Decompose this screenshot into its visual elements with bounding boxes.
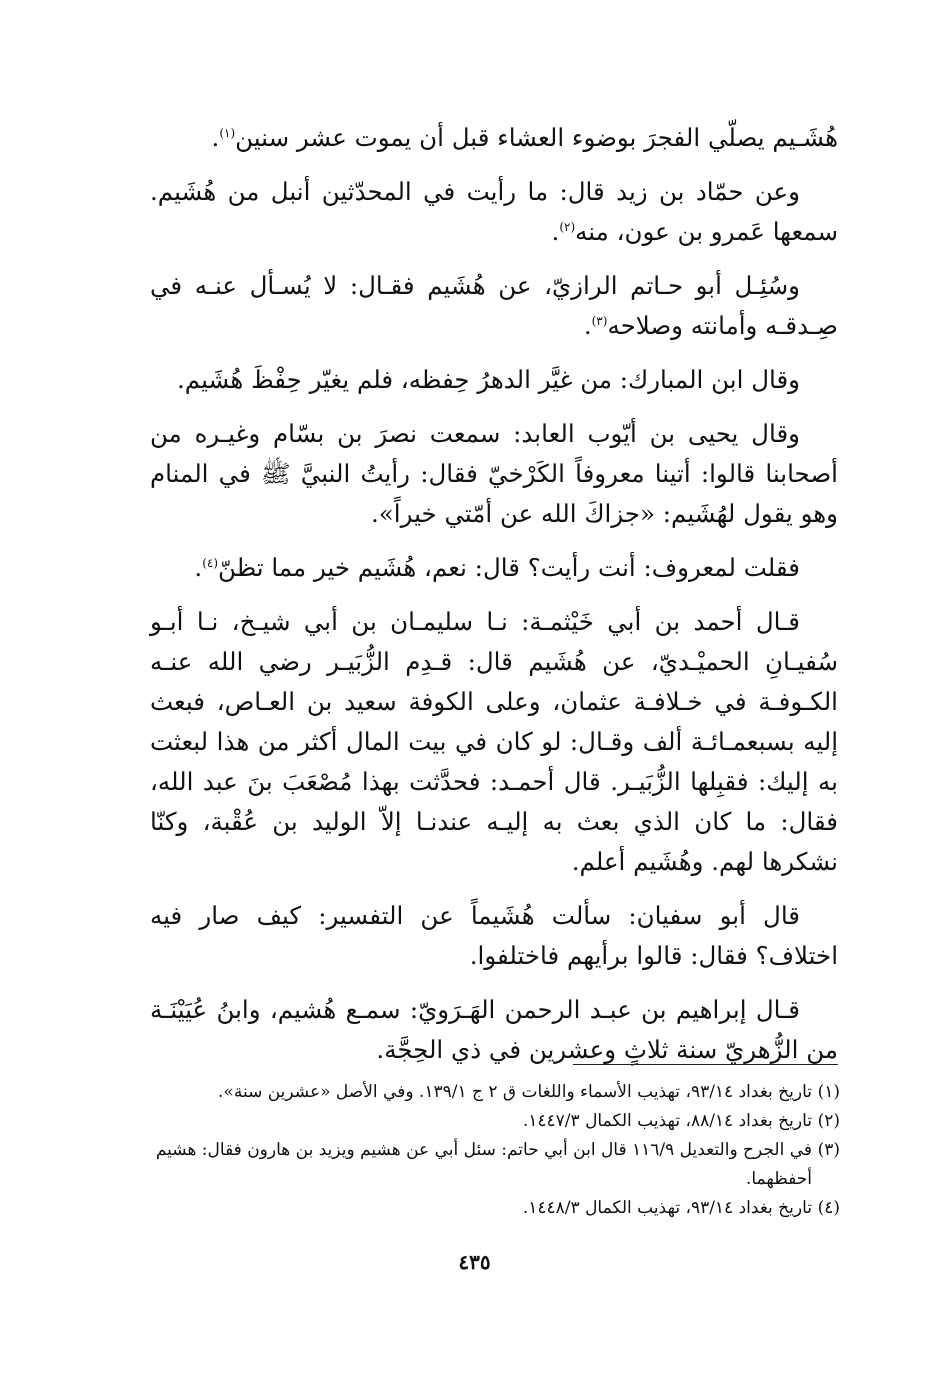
- paragraph-4: [150, 360, 838, 400]
- paragraph-1: [150, 118, 838, 158]
- paragraph-2: [150, 172, 838, 252]
- paragraph-7-text: قـال أحمد بن أبي خَيْثمـة: نـا سليمـان بن أبي شيـخ، نـا أبـو سُفيـانِ الحميْـديّ، عن هُشَيم قال: قـدِم الزُّبَيـر رضي الله عنـه الكـوفـة في خـلافـة عثمان، وعلى الكوفة سعيد بن العـاص، فبعث إليه بسبعمـائـة ألف وقـال: لو كان في بيت المال أكثر من هذا لبعثت به إليك: فقبِلها الزُّبَيـر. قال أحمـد: فحدَّثت بهذا مُصْعَبَ بنَ عبد الله، فقال: ما كان الذي بعث به إليـه عندنـا إلاّ الوليد بن عُقْبة، وكنّا نشكرها لهم. وهُشَيم أعلم.: [150, 607, 838, 876]
- paragraph-3-end: .: [583, 311, 592, 340]
- paragraph-4-text: وقال ابن المبارك: من غيَّر الدهرُ حِفظه، فلم يغيّر حِفْظَ هُشَيم.: [176, 365, 800, 394]
- main-text: [150, 118, 838, 1084]
- paragraph-1-end: .: [211, 123, 220, 152]
- paragraph-8-text: قال أبو سفيان: سألت هُشَيماً عن التفسير: كيف صار فيه اختلاف؟ فقال: قالوا برأيهم فاختلفوا.: [150, 901, 838, 970]
- paragraph-5: [150, 414, 838, 534]
- paragraph-1-text: هُشَـيم يصلّي الفجرَ بوضوء العشاء قبل أن يموت عشر سنين: [235, 123, 838, 152]
- paragraph-3: [150, 266, 838, 346]
- footnote-text: في الجرح والتعديل ١١٦/٩ قال ابن أبي حاتم: سئل أبي عن هشيم ويزيد بن هارون فقال: هشيم أحفظهما.: [155, 1140, 812, 1189]
- paragraph-2-end: .: [551, 217, 560, 246]
- paragraph-6-text: فقلت لمعروف: أنت رأيت؟ قال: نعم، هُشَيم خير مما تظنّ: [218, 553, 800, 582]
- footnote-4: [140, 1194, 840, 1223]
- footnote-number: (٣): [817, 1140, 840, 1160]
- footnote-ref-1: (١): [219, 125, 236, 140]
- footnote-number: (٢): [817, 1111, 840, 1131]
- footnote-2: [140, 1107, 840, 1136]
- footnote-1: [140, 1078, 840, 1107]
- paragraph-5-text: وقال يحيى بن أيّوب العابد: سمعت نصرَ بن بسّام وغيـره من أصحابنا قالوا: أتينا معروفاً الكَرْخيّ فقال: رأيتُ النبيَّ ﷺ في المنام وهو يقول لهُشَيم: «جزاكَ الله عن أمّتي خيراً».: [150, 419, 838, 528]
- paragraph-7: [150, 602, 838, 882]
- footnotes: [140, 1078, 840, 1223]
- footnote-text: تاريخ بغداد ٨٨/١٤، تهذيب الكمال ١٤٤٧/٣.: [522, 1111, 812, 1131]
- paragraph-6: [150, 548, 838, 588]
- paragraph-2-text: وعن حمّاد بن زيد قال: ما رأيت في المحدّثين أنبل من هُشَيم. سمعها عَمرو بن عون، منه: [150, 177, 838, 246]
- paragraph-9-text: قـال إبراهيم بن عبـد الرحمن الهَـرَويّ: سمـع هُشيم، وابنُ عُيَيْنَـة من الزُّهريّ سنة ثلاثٍ وعشرين في ذي الحِجَّة.: [150, 995, 838, 1064]
- paragraph-8: [150, 896, 838, 976]
- footnote-ref-4: (٤): [202, 555, 219, 570]
- paragraph-3-text: وسُئِـل أبو حـاتم الرازيّ، عن هُشَيم فقـال: لا يُسـأل عنـه في صِـدقـه وأمانته وصلاحه: [150, 271, 838, 340]
- paragraph-6-end: .: [194, 553, 203, 582]
- footnote-3: [140, 1136, 840, 1194]
- footnote-separator: [573, 1064, 838, 1065]
- footnote-number: (١): [817, 1082, 840, 1102]
- paragraph-9: [150, 990, 838, 1070]
- page-number: ٤٣٥: [458, 1250, 491, 1274]
- footnote-ref-3: (٣): [591, 313, 608, 328]
- footnote-number: (٤): [817, 1198, 840, 1218]
- footnote-ref-2: (٢): [559, 219, 576, 234]
- footnote-text: تاريخ بغداد ٩٣/١٤، تهذيب الكمال ١٤٤٨/٣.: [522, 1198, 812, 1218]
- footnote-text: تاريخ بغداد ٩٣/١٤، تهذيب الأسماء واللغات ق ٢ ج ١٣٩/١. وفي الأصل «عشرين سنة».: [218, 1082, 812, 1102]
